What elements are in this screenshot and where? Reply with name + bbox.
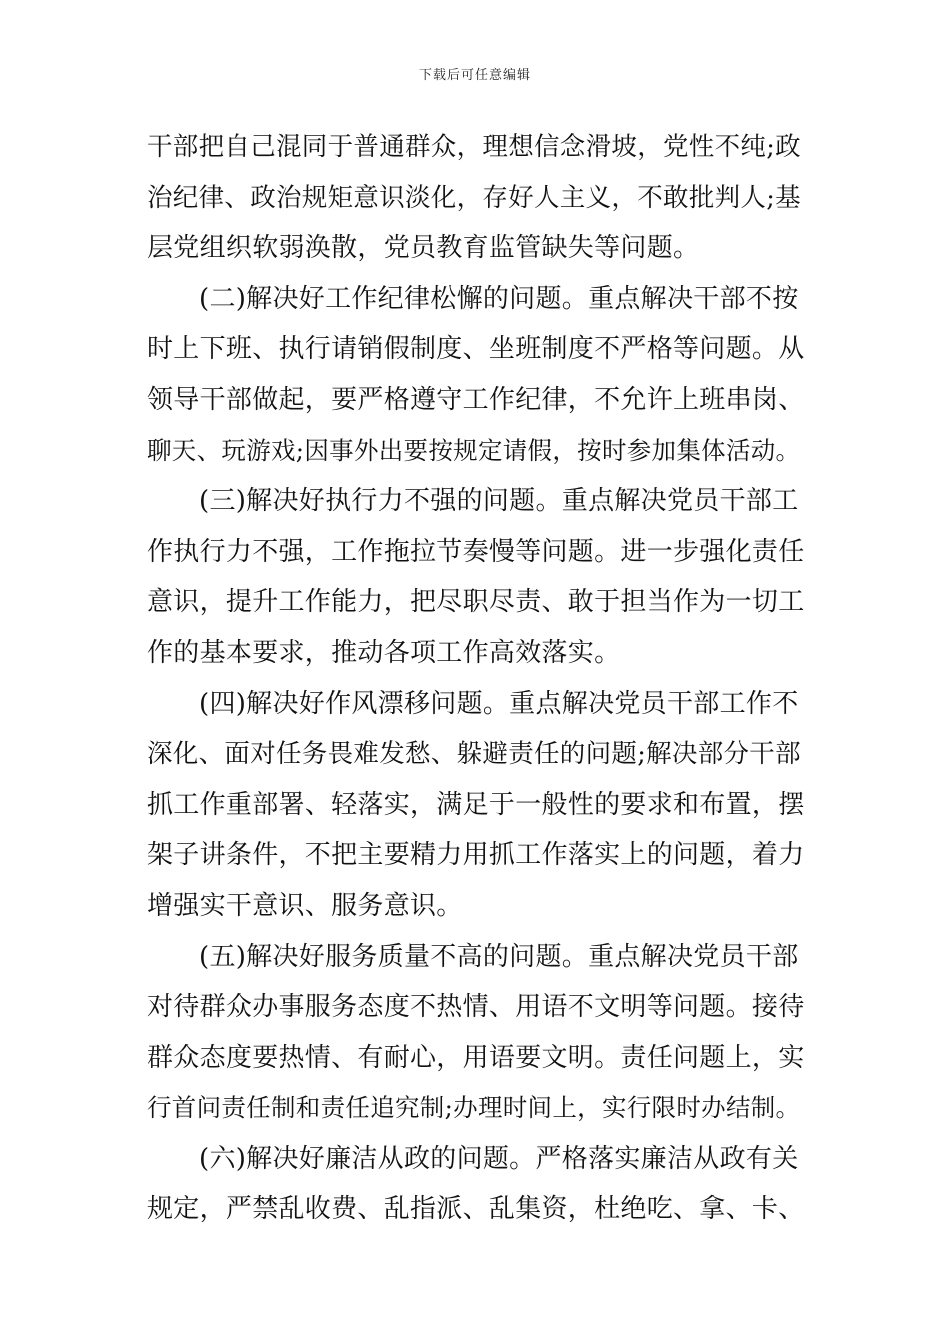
- text-line: (三)解决好执行力不强的问题。重点解决党员干部工: [199, 486, 799, 517]
- text-line: 聊天、玩游戏;因事外出要按规定请假，按时参加集体活动。: [147, 435, 801, 465]
- text-line: 作执行力不强，工作拖拉节奏慢等问题。进一步强化责任: [147, 536, 805, 567]
- text-line: (五)解决好服务质量不高的问题。重点解决党员干部: [199, 941, 799, 972]
- text-line: 治纪律、政治规矩意识淡化，存好人主义，不敢批判人;基: [147, 182, 801, 213]
- document-body: [147, 122, 807, 1235]
- text-line: 规定，严禁乱收费、乱指派、乱集资，杜绝吃、拿、卡、: [147, 1194, 805, 1225]
- text-line: 对待群众办事服务态度不热情、用语不文明等问题。接待: [147, 992, 805, 1023]
- text-line: 行首问责任制和责任追究制;办理时间上，实行限时办结制。: [147, 1093, 801, 1123]
- text-line: 抓工作重部署、轻落实，满足于一般性的要求和布置，摆: [147, 789, 805, 820]
- text-line: (四)解决好作风漂移问题。重点解决党员干部工作不: [199, 688, 799, 719]
- text-line: (二)解决好工作纪律松懈的问题。重点解决干部不按: [199, 283, 799, 314]
- text-line: 时上下班、执行请销假制度、坐班制度不严格等问题。从: [147, 334, 805, 365]
- text-line: 干部把自己混同于普通群众，理想信念滑坡，党性不纯;政: [147, 132, 801, 162]
- text-line: 增强实干意识、服务意识。: [147, 890, 463, 921]
- text-line: (六)解决好廉洁从政的问题。严格落实廉洁从政有关: [199, 1143, 799, 1174]
- text-line: 意识，提升工作能力，把尽职尽责、敢于担当作为一切工: [147, 587, 805, 618]
- text-line: 作的基本要求，推动各项工作高效落实。: [147, 637, 621, 668]
- page-header: 下载后可任意编辑: [418, 68, 531, 83]
- text-line: 层党组织软弱涣散，党员教育监管缺失等问题。: [147, 233, 700, 264]
- text-line: 深化、面对任务畏难发愁、躲避责任的问题;解决部分干部: [147, 739, 801, 770]
- text-line: 群众态度要热情、有耐心，用语要文明。责任问题上，实: [147, 1042, 805, 1073]
- text-line: 领导干部做起，要严格遵守工作纪律，不允许上班串岗、: [147, 384, 805, 415]
- text-line: 架子讲条件，不把主要精力用抓工作落实上的问题，着力: [147, 840, 805, 871]
